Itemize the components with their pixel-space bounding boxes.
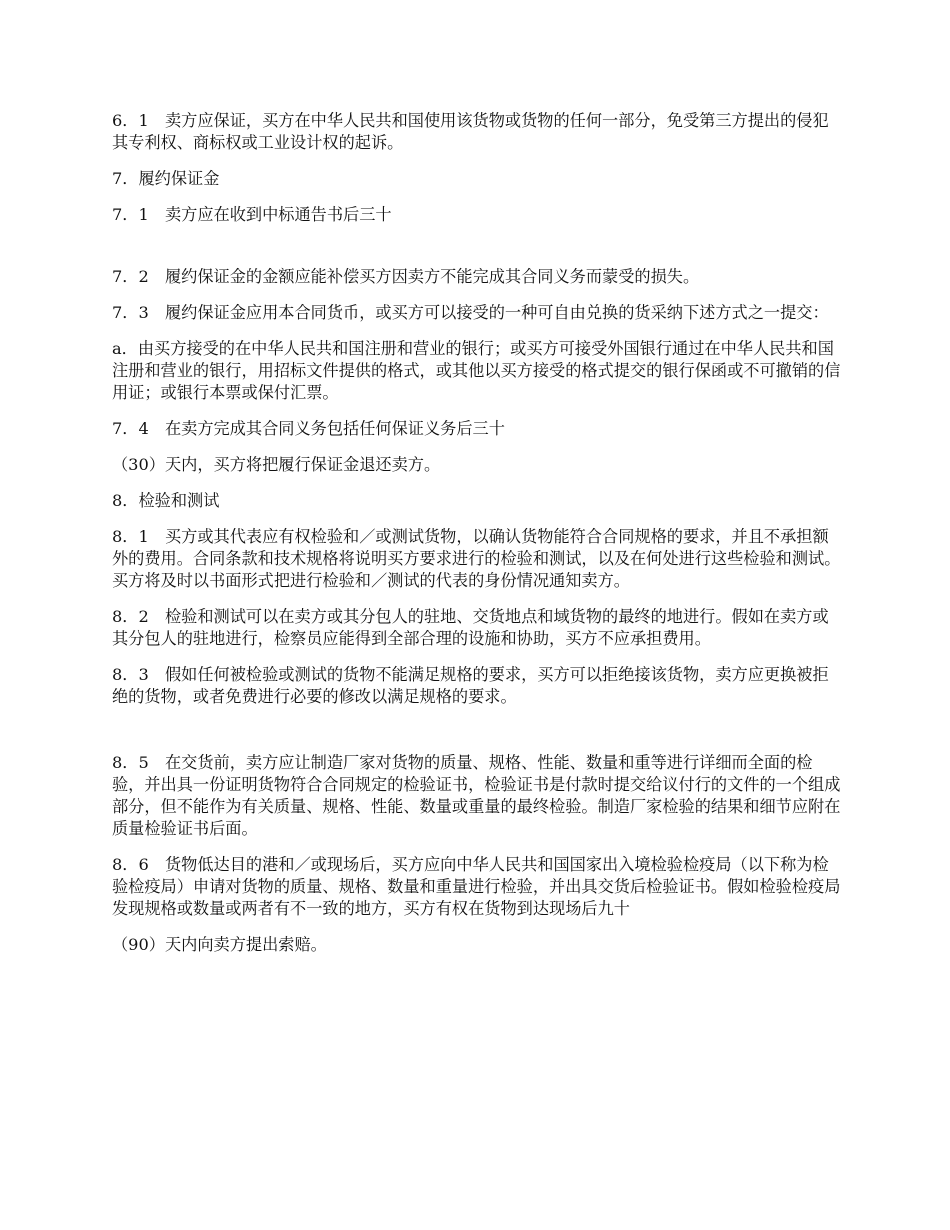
clause-7-2: 7．2 履约保证金的金额应能补偿买方因卖方不能完成其合同义务而蒙受的损失。 (112, 267, 700, 286)
clause-7-4-continued: （30）天内，买方将把履行保证金退还卖方。 (112, 455, 441, 474)
section-heading-8: 8．检验和测试 (112, 491, 220, 510)
blank-space (112, 240, 842, 266)
clause-7-3: 7．3 履约保证金应用本合同货币，或买方可以接受的一种可自由兑换的货采纳下述方式之一提交： (112, 303, 829, 322)
clause-7-1: 7．1 卖方应在收到中标通告书后三十 (112, 205, 392, 224)
clause-8-5: 8．5 在交货前，卖方应让制造厂家对货物的质量、规格、性能、数量和重等进行详细而全面的检验，并出具一份证明货物符合合同规定的检验证书，检验证书是付款时提交给议付行的文件的一个组成部分，但不能作为有关质量、规格、性能、数量或重量的最终检验。制造厂家检验的结果和细节应附在质量检验证书后面。 (112, 753, 841, 838)
clause-8-1: 8．1 买方或其代表应有权检验和／或测试货物，以确认货物能符合合同规格的要求，并且不承担额外的费用。合同条款和技术规格将说明买方要求进行的检验和测试，以及在何处进行这些检验和测试。买方将及时以书面形式把进行检验和／测试的代表的身份情况通知卖方。 (112, 527, 841, 590)
blank-space (112, 722, 842, 752)
clause-7-4: 7．4 在卖方完成其合同义务包括任何保证义务后三十 (112, 419, 505, 438)
clause-7-3-item-a: a．由买方接受的在中华人民共和国注册和营业的银行；或买方可接受外国银行通过在中华人民共和国注册和营业的银行，用招标文件提供的格式，或其他以买方接受的格式提交的银行保函或不可撤销的信用证；或银行本票或保付汇票。 (112, 339, 841, 402)
clause-8-6-continued: （90）天内向卖方提出索赔。 (112, 935, 327, 954)
clause-8-2: 8．2 检验和测试可以在卖方或其分包人的驻地、交货地点和域货物的最终的地进行。假如在卖方或其分包人的驻地进行，检察员应能得到全部合理的设施和协助，买方不应承担费用。 (112, 607, 829, 648)
clause-8-3: 8．3 假如任何被检验或测试的货物不能满足规格的要求，买方可以拒绝接该货物，卖方应更换被拒绝的货物，或者免费进行必要的修改以满足规格的要求。 (112, 665, 829, 706)
section-heading-7: 7．履约保证金 (112, 169, 220, 188)
document-body (112, 110, 842, 970)
clause-6-1: 6．1 卖方应保证，买方在中华人民共和国使用该货物或货物的任何一部分，免受第三方提出的侵犯其专利权、商标权或工业设计权的起诉。 (112, 111, 829, 152)
clause-8-6: 8．6 货物低达目的港和／或现场后，买方应向中华人民共和国国家出入境检验检疫局（以下称为检验检疫局）申请对货物的质量、规格、数量和重量进行检验，并出具交货后检验证书。假如检验检疫局发现规格或数量或两者有不一致的地方，买方有权在货物到达现场后九十 (112, 855, 841, 918)
